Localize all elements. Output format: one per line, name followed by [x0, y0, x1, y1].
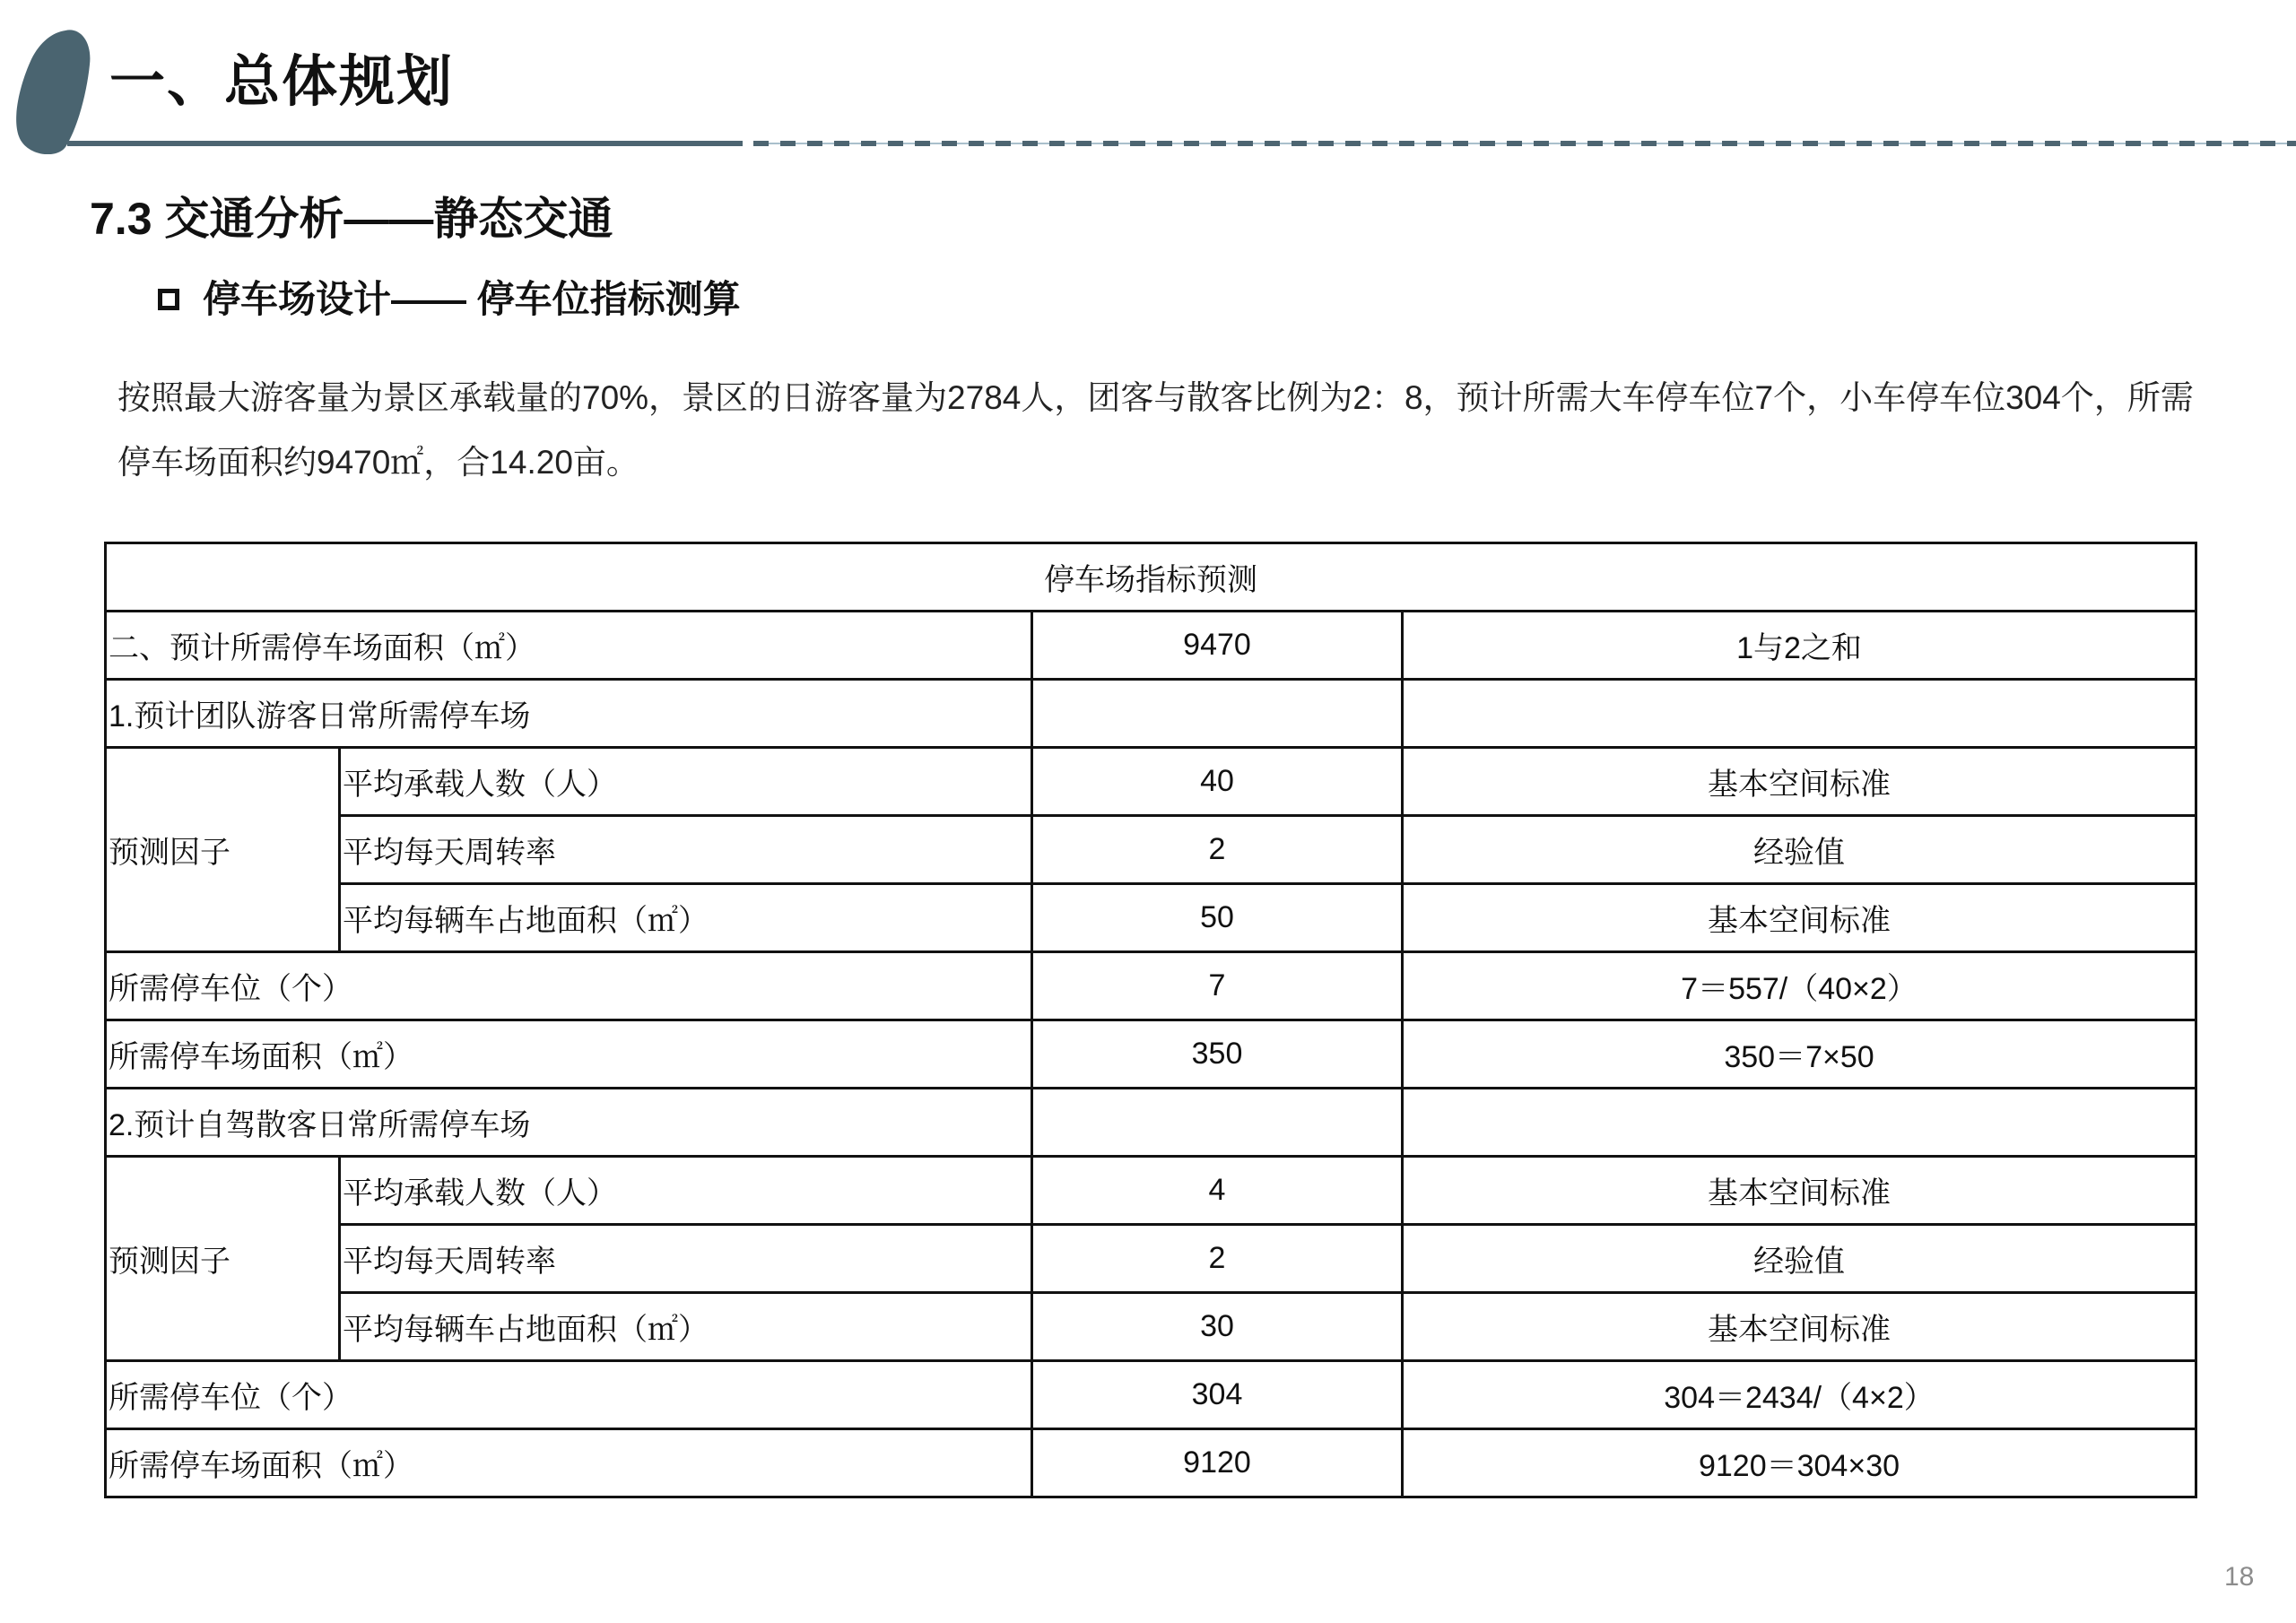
- factor-note: 基本空间标准: [1403, 1293, 2196, 1361]
- description-paragraph: 按照最大游客量为景区承载量的70%，景区的日游客量为2784人，团客与散客比例为2：8，预计所需大车停车位7个，小车停车位304个，所需停车场面积约9470㎡，合14.20亩。: [117, 379, 2194, 481]
- table-row: [106, 612, 2196, 680]
- row-label: 所需停车位（个）: [106, 1361, 1032, 1429]
- row-label: 所需停车场面积（㎡）: [106, 1429, 1032, 1497]
- row-label: 二、预计所需停车场面积（㎡）: [106, 612, 1032, 680]
- page-title: 一、总体规划: [109, 51, 455, 113]
- row-note: [1403, 1089, 2196, 1157]
- table-row: [106, 1225, 2196, 1293]
- table-row: [106, 884, 2196, 952]
- row-note: 304＝2434/（4×2）: [1403, 1361, 2196, 1429]
- group-heading: 2.预计自驾散客日常所需停车场: [106, 1089, 1032, 1157]
- table-row: [106, 680, 2196, 748]
- row-value: 304: [1032, 1361, 1403, 1429]
- parking-index-table: [104, 542, 2197, 1498]
- row-note: 350＝7×50: [1403, 1020, 2196, 1089]
- factor-name: 平均承载人数（人）: [340, 1157, 1032, 1225]
- factor-note: 经验值: [1403, 816, 2196, 884]
- row-value: 350: [1032, 1020, 1403, 1089]
- factor-name: 平均每辆车占地面积（㎡）: [340, 884, 1032, 952]
- row-value: 7: [1032, 952, 1403, 1020]
- group-heading: 1.预计团队游客日常所需停车场: [106, 680, 1032, 748]
- factor-name: 平均每辆车占地面积（㎡）: [340, 1293, 1032, 1361]
- factor-name: 平均每天周转率: [340, 1225, 1032, 1293]
- row-value: 9470: [1032, 612, 1403, 680]
- factor-value: 4: [1032, 1157, 1403, 1225]
- row-note: 9120＝304×30: [1403, 1429, 2196, 1497]
- subsection-title-text: 停车场设计—— 停车位指标测算: [203, 278, 741, 320]
- section-title: 7.3 交通分析——静态交通: [90, 194, 613, 244]
- row-label: 所需停车场面积（㎡）: [106, 1020, 1032, 1089]
- factor-name: 平均承载人数（人）: [340, 748, 1032, 816]
- factor-note: 经验值: [1403, 1225, 2196, 1293]
- factor-value: 30: [1032, 1293, 1403, 1361]
- table-row: [106, 1089, 2196, 1157]
- factor-note: 基本空间标准: [1403, 884, 2196, 952]
- table-row: [106, 952, 2196, 1020]
- row-value: 9120: [1032, 1429, 1403, 1497]
- title-underline: [67, 141, 743, 146]
- row-note: 1与2之和: [1403, 612, 2196, 680]
- factor-label: 预测因子: [106, 748, 340, 952]
- row-note: 7＝557/（40×2）: [1403, 952, 2196, 1020]
- table-title-row: [106, 543, 2196, 612]
- table-row: [106, 1429, 2196, 1497]
- decorative-blob-icon: [15, 29, 91, 154]
- subsection-title: [158, 274, 741, 325]
- factor-note: 基本空间标准: [1403, 1157, 2196, 1225]
- table-row: [106, 1020, 2196, 1089]
- table-row: [106, 816, 2196, 884]
- factor-label: 预测因子: [106, 1157, 340, 1361]
- factor-value: 50: [1032, 884, 1403, 952]
- row-label: 所需停车位（个）: [106, 952, 1032, 1020]
- factor-value: 40: [1032, 748, 1403, 816]
- table-row: [106, 748, 2196, 816]
- table-row: [106, 1361, 2196, 1429]
- table-row: [106, 1293, 2196, 1361]
- page-number: 18: [2224, 1562, 2255, 1592]
- table-title: 停车场指标预测: [106, 543, 2196, 612]
- factor-value: 2: [1032, 1225, 1403, 1293]
- square-bullet-icon: [158, 289, 179, 310]
- dashed-divider: [753, 143, 2296, 144]
- row-value: [1032, 680, 1403, 748]
- table-row: [106, 1157, 2196, 1225]
- factor-name: 平均每天周转率: [340, 816, 1032, 884]
- factor-value: 2: [1032, 816, 1403, 884]
- row-value: [1032, 1089, 1403, 1157]
- row-note: [1403, 680, 2196, 748]
- factor-note: 基本空间标准: [1403, 748, 2196, 816]
